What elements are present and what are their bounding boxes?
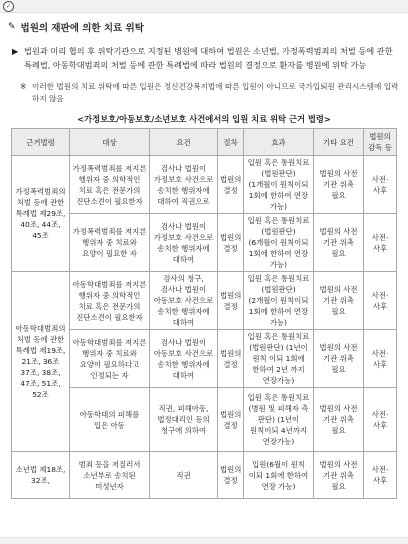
table-caption: <가정보호/아동보호/소년보호 사건에서의 입원 치료 위탁 근거 법령> (77, 114, 331, 124)
target-cell: 가정폭력범죄를 저지른 행위자 중 치료와 요양이 필요한 자 (70, 214, 150, 272)
effect-cell: 입원 혹은 통원치료 (법원판단) (1년이 원칙 이되 1회에 한하여 2년 까지 연장가능) (244, 330, 314, 388)
effect-cell: 입원 혹은 통원치료 (법원판단) (6개월이 원칙이되 1회에 한하여 연장 가능) (244, 214, 314, 272)
other-cell: 법원의 사전 기관 위촉 필요 (314, 272, 364, 330)
requirement-cell: 검사의 청구, 검사나 법원이 아동보호 사건으로 송치한 행위자에 대하여 (150, 272, 218, 330)
note-paragraph (20, 81, 402, 105)
note-text: 이러한 법원의 치료 위탁에 따른 입원은 정신건강복지법에 따른 입원이 아니므로 국가입퇴원 관리시스템에 입력하지 않음 (32, 82, 399, 103)
supervision-cell: 사전·사후 (364, 156, 397, 214)
requirement-cell: 검사나 법원이 가정보호 사건으로 송치한 행위자에 대하여 직권으로 (150, 156, 218, 214)
law-cell: 가정폭력범죄의 처벌 등에 관한 특례법 제29조, 40조, 44조, 45조 (12, 156, 70, 272)
target-cell: 아동학대범죄를 저지른 행위자 중 의학적인 치료 혹은 전문가의 진단소견이 필요한자 (70, 272, 150, 330)
section-title: 법원의 재판에 의한 치료 위탁 (20, 23, 144, 34)
other-cell: 법원의 사전 기관 위촉 필요 (314, 388, 364, 452)
check-circle-icon: ✓ (3, 1, 14, 12)
header-law: 근거법령 (12, 129, 70, 156)
header-effect: 효과 (244, 129, 314, 156)
bullet-paragraph (12, 44, 402, 72)
other-cell: 법원의 사전 기관 위촉 필요 (314, 214, 364, 272)
supervision-cell: 사전·사후 (364, 214, 397, 272)
supervision-cell: 사전·사후 (364, 330, 397, 388)
target-cell: 범죄 등을 저질러서 소년부로 송치된 미성년자 (70, 452, 150, 499)
header-procedure: 절차 (218, 129, 244, 156)
section-heading (8, 20, 144, 34)
legal-basis-table (11, 128, 397, 499)
page-header-bar (0, 0, 408, 13)
law-cell: 소년법 제18조, 32조, (12, 452, 70, 499)
table-header-row (12, 129, 397, 156)
target-cell: 아동학대범죄를 저지른 행위자 중 치료와 요양이 필요하다고 인정되는 자 (70, 330, 150, 388)
procedure-cell: 법원의 결정 (218, 156, 244, 214)
procedure-cell: 법원의 결정 (218, 452, 244, 499)
other-cell: 법원의 사전 기관 위촉 필요 (314, 452, 364, 499)
procedure-cell: 법원의 결정 (218, 214, 244, 272)
table-row (12, 330, 397, 388)
table-row (12, 452, 397, 499)
supervision-cell: 사전·사후 (364, 388, 397, 452)
header-other: 기타 요건 (314, 129, 364, 156)
procedure-cell: 법원의 결정 (218, 388, 244, 452)
supervision-cell: 사전·사후 (364, 452, 397, 499)
other-cell: 법원의 사전 기관 위촉 필요 (314, 156, 364, 214)
effect-cell: 입원 혹은 통원치료 (법원판단) (2개월이 원칙이되 1회에 한하여 연장 가능) (244, 272, 314, 330)
table-row (12, 272, 397, 330)
effect-cell: 입원 혹은 통원치료 (법원판단) (1개월이 원칙이되 1회에 한하여 연장 가능) (244, 156, 314, 214)
header-supervision: 법원의 감독 등 (364, 129, 397, 156)
law-cell: 아동학대범죄의 처벌 등에 관한 특례법 제19조, 21조, 36조 37조, 38조, 47조, 51조, 52조 (12, 272, 70, 452)
pencil-icon: ✎ (8, 22, 16, 32)
procedure-cell: 법원의 결정 (218, 272, 244, 330)
requirement-cell: 직권, 피해아동, 법정대리인 등의 청구에 의하여 (150, 388, 218, 452)
bullet-text: 법원과 미리 협의 후 위탁기관으로 지정된 병원에 대하여 법원은 소년법, 가정폭력범죄의 처벌 등에 관한 특례법, 아동학대범죄의 처벌 등에 관한 특례법에 따라 법원의 결정으로 환자를 병원에 위탁 가능 (24, 46, 393, 70)
bullet-marker: ▶ (12, 46, 19, 56)
effect-cell: 입원 혹은 통원치료 (병원 및 피해자 측 판단) (1년이 원칙이되 4년까지 연장가능) (244, 388, 314, 452)
header-target: 대상 (70, 129, 150, 156)
target-cell: 아동학대의 피해를 입은 아동 (70, 388, 150, 452)
header-requirement: 요건 (150, 129, 218, 156)
requirement-cell: 직권 (150, 452, 218, 499)
requirement-cell: 검사나 법원이 아동보호 사건으로 송치한 행위자에 대하여 (150, 330, 218, 388)
procedure-cell: 법원의 결정 (218, 330, 244, 388)
note-marker: ※ (20, 82, 27, 91)
table-row (12, 156, 397, 214)
other-cell: 법원의 사전 기관 위촉 필요 (314, 330, 364, 388)
requirement-cell: 검사나 법원이 가정보호 사건으로 송치한 행위자에 대하여 (150, 214, 218, 272)
table-row (12, 214, 397, 272)
target-cell: 가정폭력범죄를 저지른 행위자 중 의학적인 치료 혹은 전문가의 진단소견이 필요한자 (70, 156, 150, 214)
supervision-cell: 사전·사후 (364, 272, 397, 330)
effect-cell: 입원(6월이 원칙 이되 1회에 한하여 연장 가능) (244, 452, 314, 499)
table-row (12, 388, 397, 452)
